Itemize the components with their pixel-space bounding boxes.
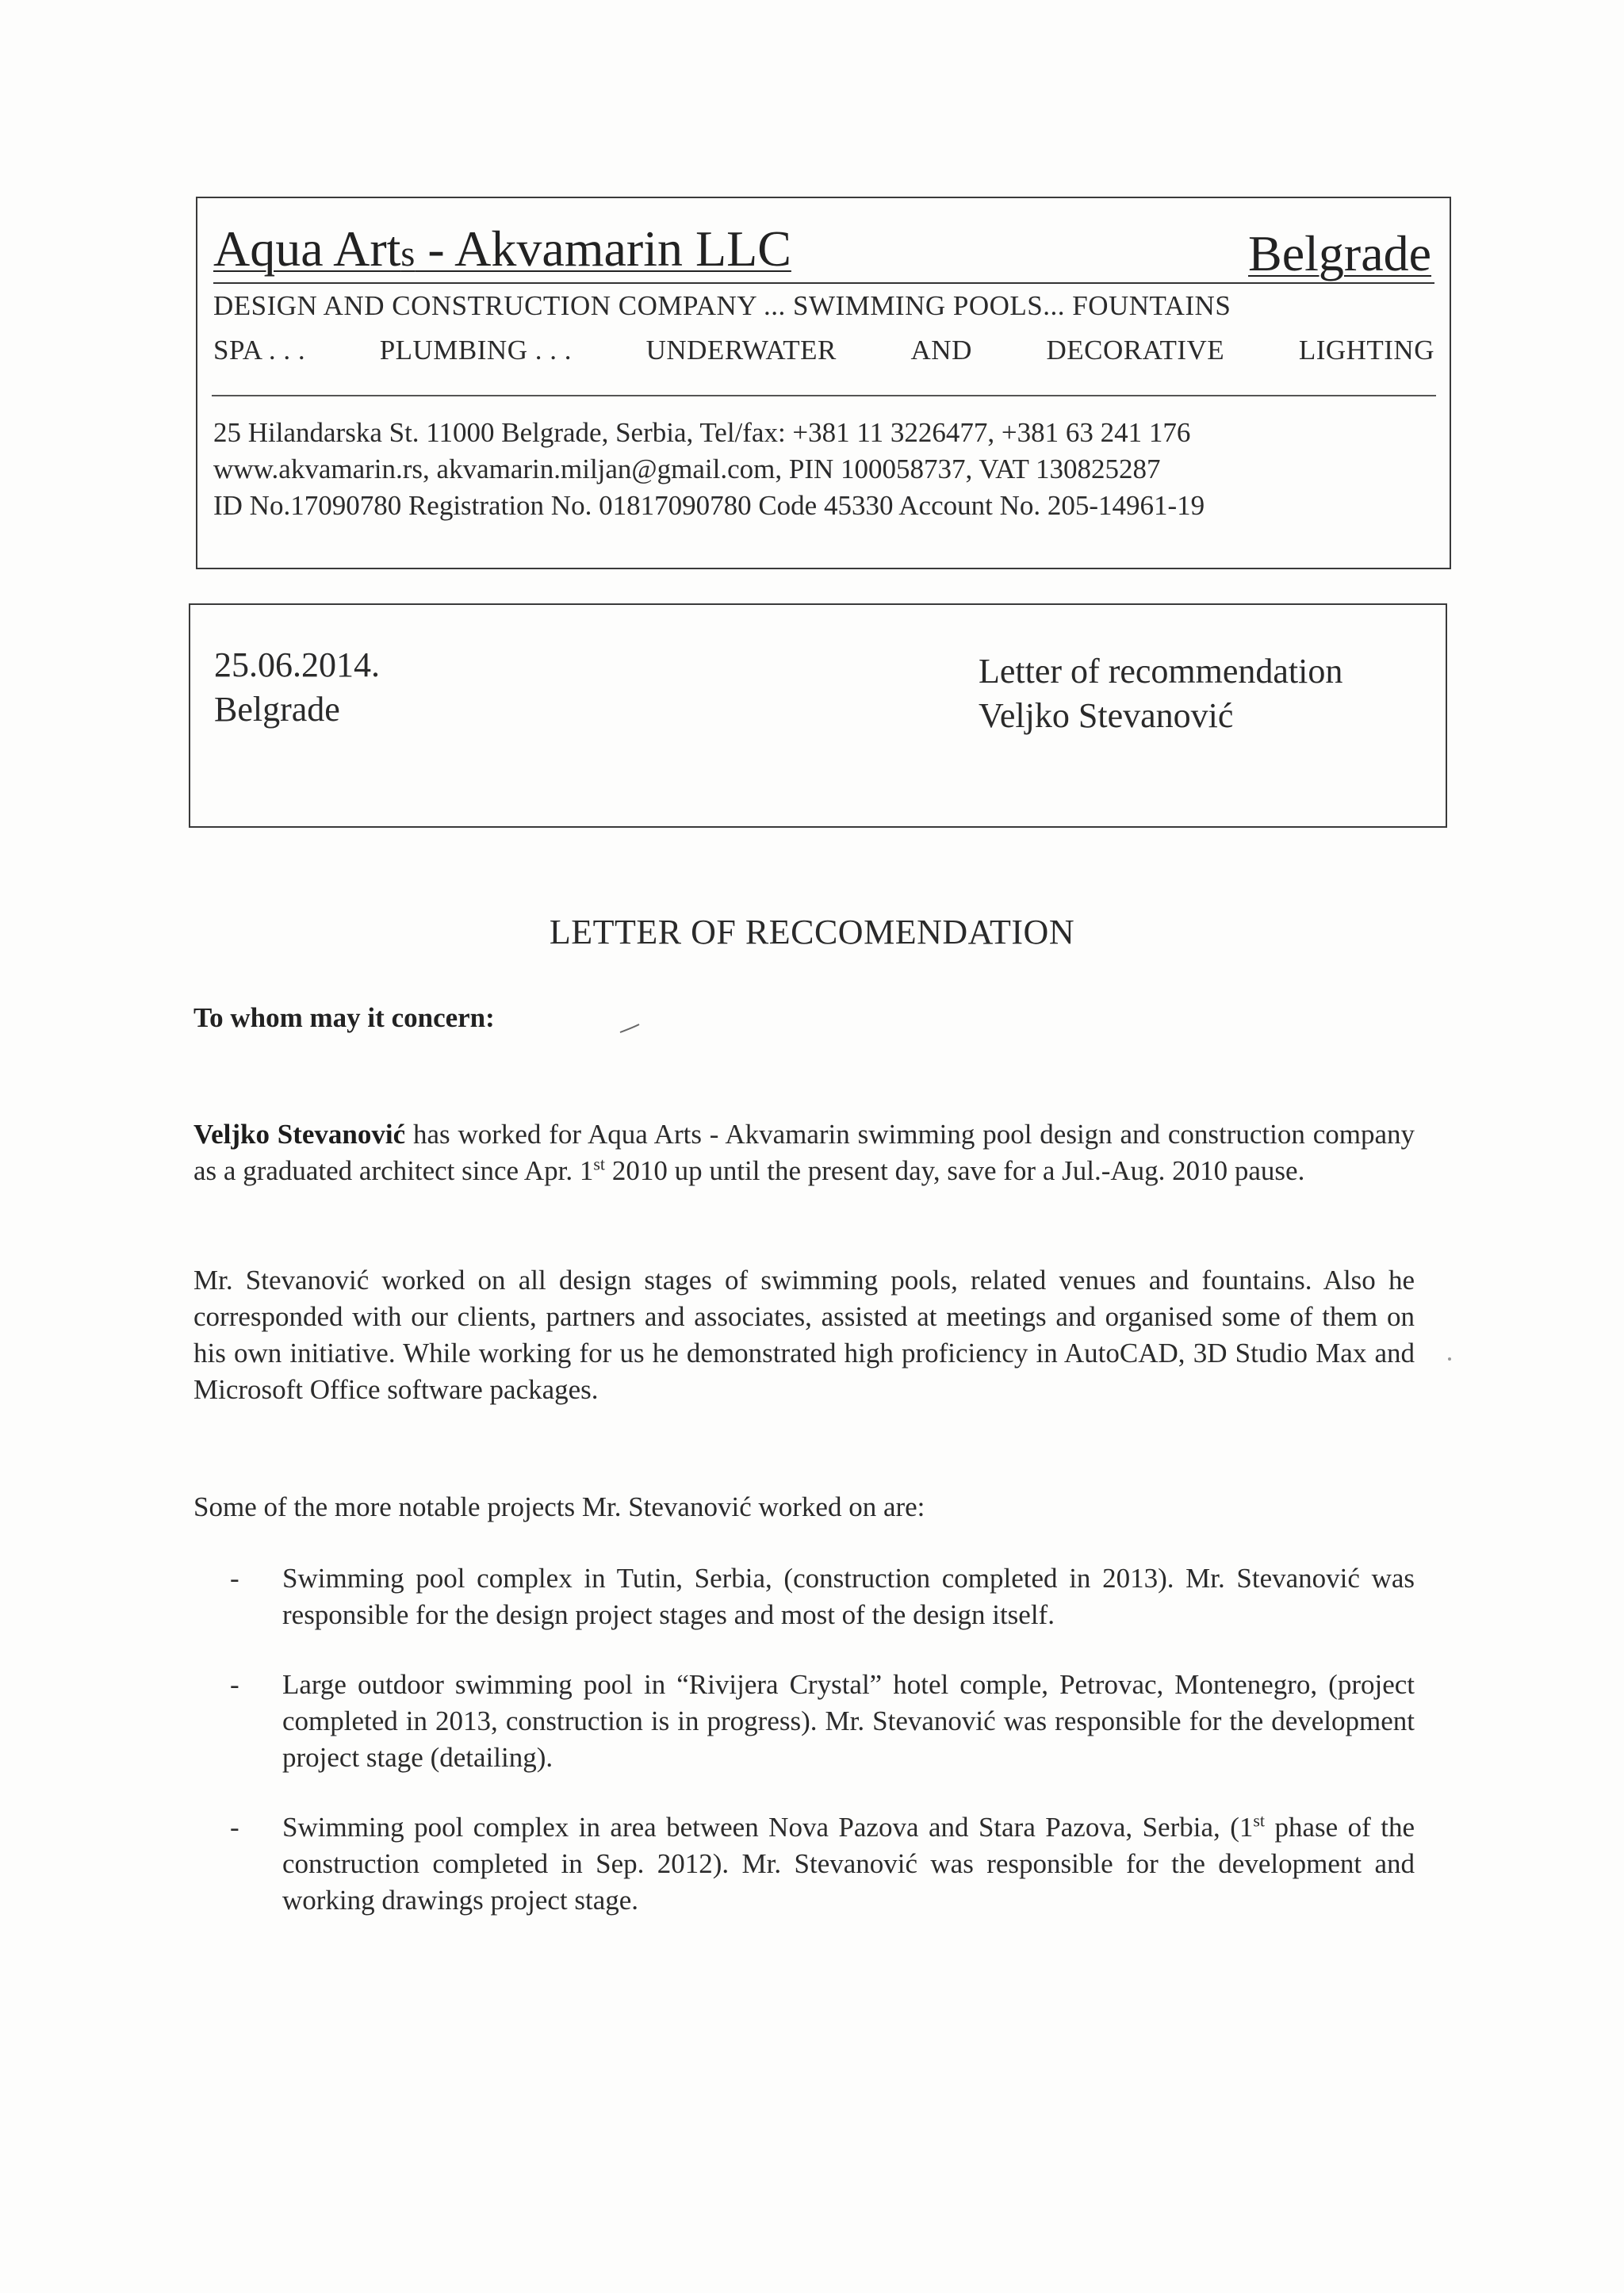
pen-tick-mark bbox=[619, 1023, 641, 1034]
list-dash: - bbox=[230, 1812, 239, 1843]
list-item bbox=[193, 1809, 1415, 1919]
date-subject-box bbox=[189, 603, 1447, 828]
date-place-block bbox=[214, 643, 380, 732]
letterhead-title-row bbox=[213, 217, 1434, 281]
project-list bbox=[193, 1560, 1415, 1952]
company-name-rest: - Akvamarin LLC bbox=[415, 220, 791, 277]
letter-heading: LETTER OF RECCOMENDATION bbox=[549, 913, 1075, 951]
letter-place: Belgrade bbox=[214, 690, 340, 729]
tagline-line-2 bbox=[213, 333, 1434, 368]
project-text: Swimming pool complex in Tutin, Serbia, (construction completed in 2013). Mr. Stevanović was responsible for the design project stages and most of the design itself. bbox=[282, 1563, 1415, 1630]
salutation: To whom may it concern: bbox=[193, 1002, 495, 1033]
tagline-item: LIGHTING bbox=[1298, 335, 1434, 366]
company-name-main: Aqua Art bbox=[213, 220, 401, 277]
project-text: phase of the construction completed in Sep. 2012). Mr. Stevanović was responsible for the development and working drawings project stage. bbox=[282, 1812, 1415, 1916]
paragraph-duties: Mr. Stevanović worked on all design stages of swimming pools, related venues and fountains. Also he corresponded with our clients, partners and associates, assisted at meetings and organised some of them on his own initiative. While working for us he demonstrated high proficiency in AutoCAD, 3D Studio Max and Microsoft Office software packages. bbox=[193, 1265, 1415, 1405]
contact-web-line: www.akvamarin.rs, akvamarin.miljan@gmail.com, PIN 100058737, VAT 130825287 bbox=[213, 454, 1161, 484]
letterhead-divider bbox=[212, 395, 1436, 396]
project-text: Swimming pool complex in area between Nova Pazova and Stara Pazova, Serbia, (1 bbox=[282, 1812, 1254, 1843]
list-item bbox=[193, 1560, 1415, 1633]
letterhead-city: Belgrade bbox=[1248, 225, 1431, 281]
company-name-small: s bbox=[400, 233, 416, 274]
contact-address-line: 25 Hilandarska St. 11000 Belgrade, Serbia, Tel/fax: +381 11 3226477, +381 63 241 176 bbox=[213, 417, 1191, 448]
subject-block bbox=[979, 649, 1342, 738]
letter-date: 25.06.2014. bbox=[214, 645, 380, 684]
paragraph-employment bbox=[193, 1116, 1415, 1189]
company-name bbox=[213, 217, 791, 285]
ordinal-suffix: st bbox=[593, 1154, 606, 1174]
contact-registration-line: ID No.17090780 Registration No. 01817090780 Code 45330 Account No. 205-14961-19 bbox=[213, 490, 1205, 521]
paragraph-projects-intro: Some of the more notable projects Mr. Stevanović worked on are: bbox=[193, 1491, 925, 1522]
tagline-line-1: DESIGN AND CONSTRUCTION COMPANY ... SWIMMING POOLS... FOUNTAINS bbox=[213, 290, 1231, 321]
list-dash: - bbox=[230, 1669, 239, 1700]
list-dash: - bbox=[230, 1563, 239, 1594]
letter-subject: Letter of recommendation bbox=[979, 652, 1343, 691]
tagline-item: AND bbox=[910, 335, 972, 366]
letter-person: Veljko Stevanović bbox=[979, 696, 1234, 735]
ordinal-suffix: st bbox=[1253, 1810, 1266, 1831]
letterhead-box bbox=[196, 197, 1451, 569]
paragraph-text: 2010 up until the present day, save for a Jul.-Aug. 2010 pause. bbox=[605, 1155, 1305, 1186]
tagline-item: SPA . . . bbox=[213, 335, 306, 366]
tagline-item: DECORATIVE bbox=[1046, 335, 1225, 366]
list-item bbox=[193, 1667, 1415, 1776]
tagline-item: UNDERWATER bbox=[645, 335, 837, 366]
tagline-item: PLUMBING . . . bbox=[379, 335, 572, 366]
employee-name: Veljko Stevanović bbox=[193, 1119, 406, 1150]
stray-mark bbox=[1448, 1357, 1451, 1361]
project-text: Large outdoor swimming pool in “Rivijera Crystal” hotel comple, Petrovac, Montenegro, (project completed in 2013, construction is in progress). Mr. Stevanović was responsible for the development project stage (detailing). bbox=[282, 1669, 1415, 1773]
paragraph-text: has worked for Aqua Arts - Akvamarin swimming pool design and construction company as a graduated architect since Apr. 1 bbox=[193, 1119, 1415, 1186]
